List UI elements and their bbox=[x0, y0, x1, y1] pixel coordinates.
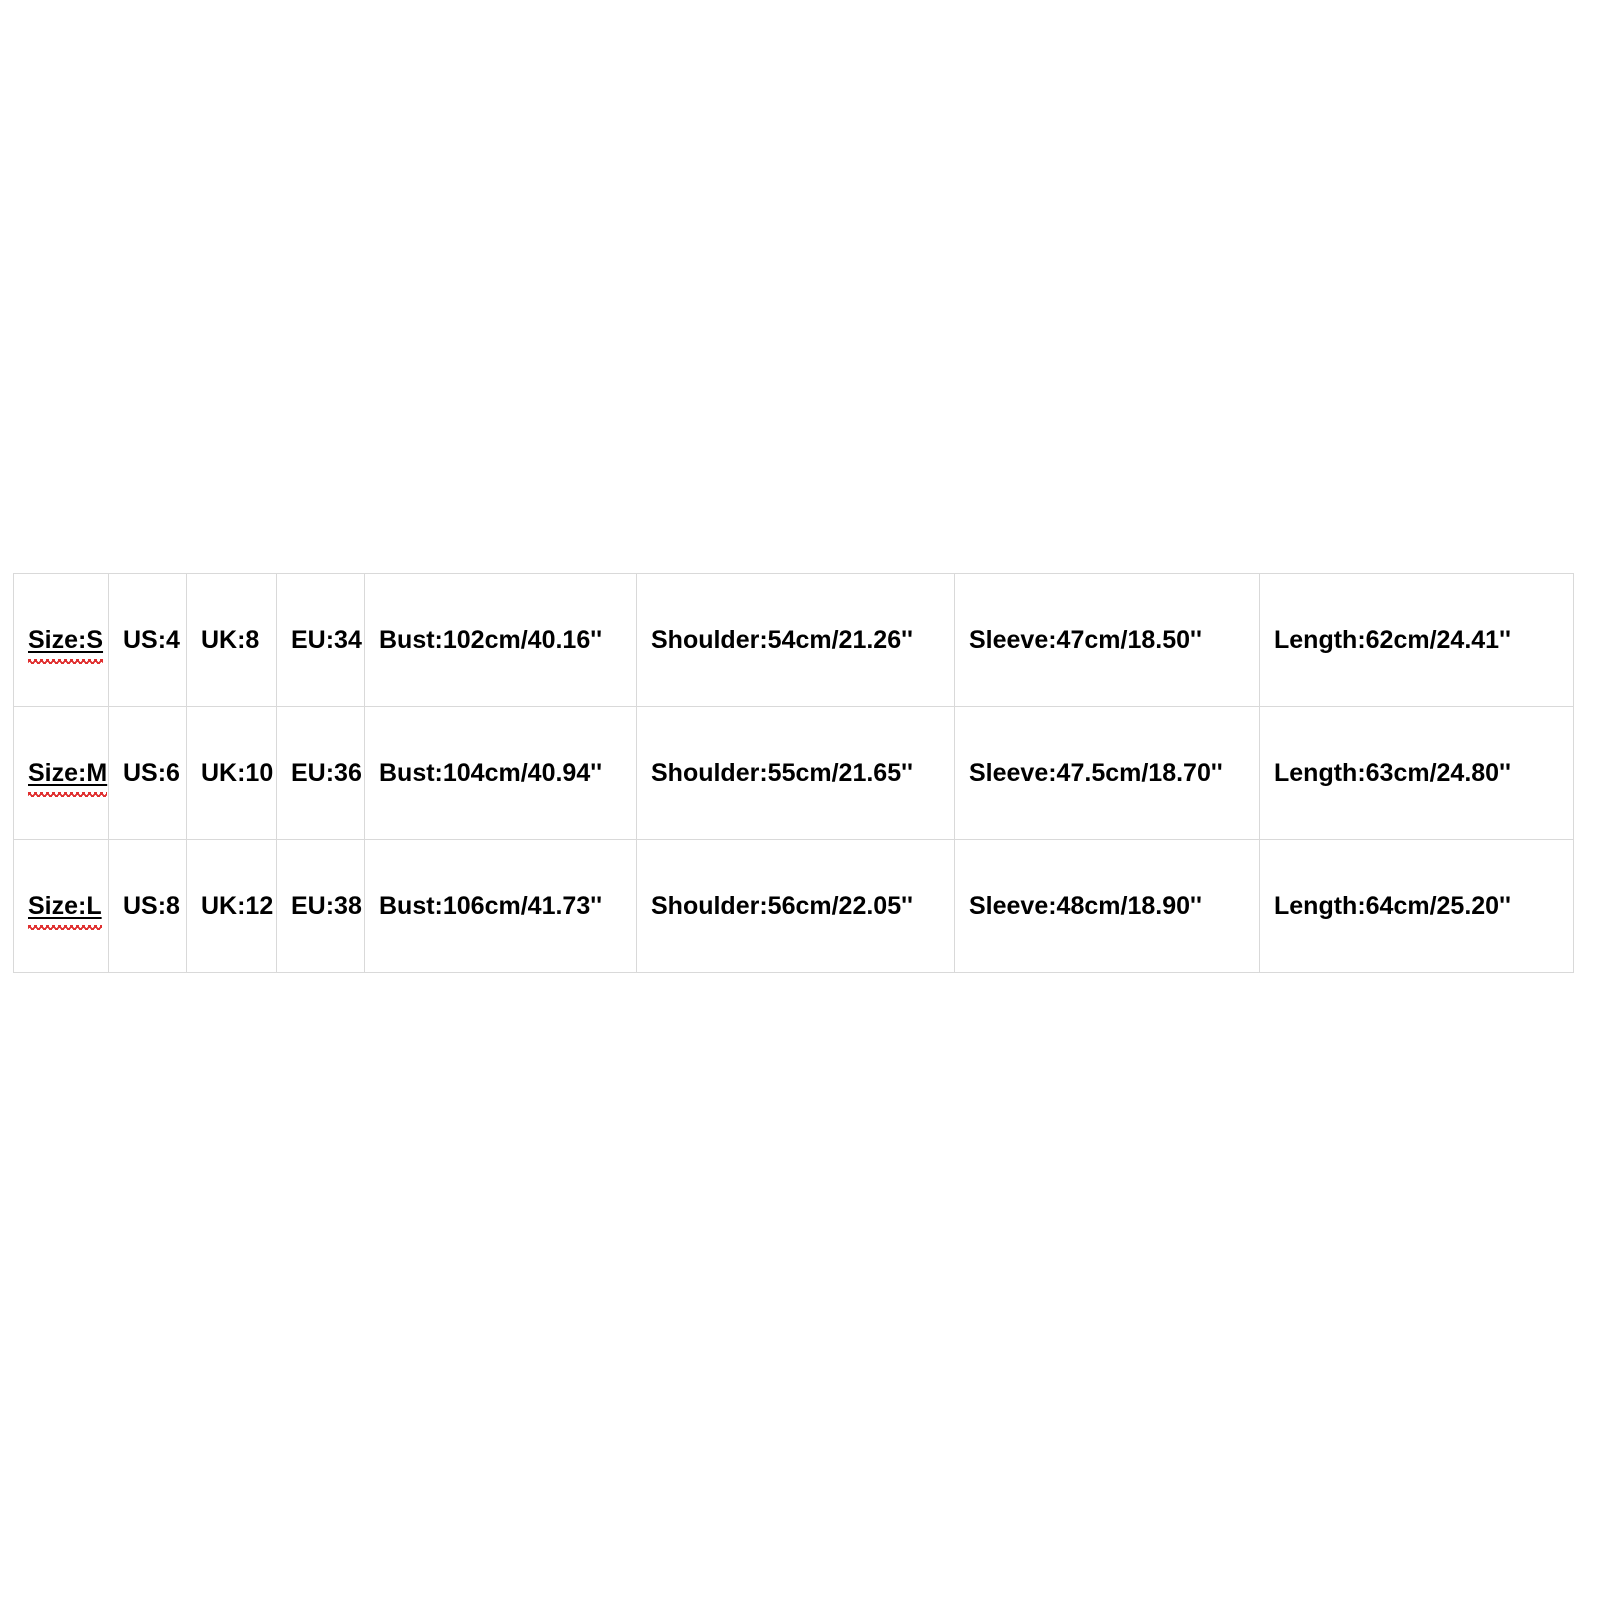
cell-us: US:4 bbox=[109, 574, 187, 707]
cell-us: US:8 bbox=[109, 840, 187, 973]
cell-size bbox=[14, 707, 109, 840]
cell-bust: Bust:104cm/40.94'' bbox=[365, 707, 637, 840]
cell-eu: EU:36 bbox=[277, 707, 365, 840]
cell-sleeve: Sleeve:47.5cm/18.70'' bbox=[955, 707, 1260, 840]
cell-bust: Bust:106cm/41.73'' bbox=[365, 840, 637, 973]
cell-sleeve: Sleeve:48cm/18.90'' bbox=[955, 840, 1260, 973]
cell-size bbox=[14, 574, 109, 707]
size-chart-table bbox=[13, 573, 1574, 973]
size-label: Size:S bbox=[28, 625, 104, 654]
cell-uk: UK:10 bbox=[187, 707, 277, 840]
size-label: Size:L bbox=[28, 891, 102, 920]
table-row bbox=[14, 840, 1574, 973]
table-row bbox=[14, 574, 1574, 707]
cell-shoulder: Shoulder:54cm/21.26'' bbox=[637, 574, 955, 707]
cell-length: Length:63cm/24.80'' bbox=[1260, 707, 1574, 840]
size-label: Size:M bbox=[28, 758, 108, 787]
cell-uk: UK:8 bbox=[187, 574, 277, 707]
cell-length: Length:64cm/25.20'' bbox=[1260, 840, 1574, 973]
cell-size bbox=[14, 840, 109, 973]
cell-uk: UK:12 bbox=[187, 840, 277, 973]
table-row bbox=[14, 707, 1574, 840]
cell-eu: EU:34 bbox=[277, 574, 365, 707]
cell-length: Length:62cm/24.41'' bbox=[1260, 574, 1574, 707]
cell-sleeve: Sleeve:47cm/18.50'' bbox=[955, 574, 1260, 707]
cell-bust: Bust:102cm/40.16'' bbox=[365, 574, 637, 707]
cell-us: US:6 bbox=[109, 707, 187, 840]
cell-shoulder: Shoulder:56cm/22.05'' bbox=[637, 840, 955, 973]
cell-shoulder: Shoulder:55cm/21.65'' bbox=[637, 707, 955, 840]
cell-eu: EU:38 bbox=[277, 840, 365, 973]
